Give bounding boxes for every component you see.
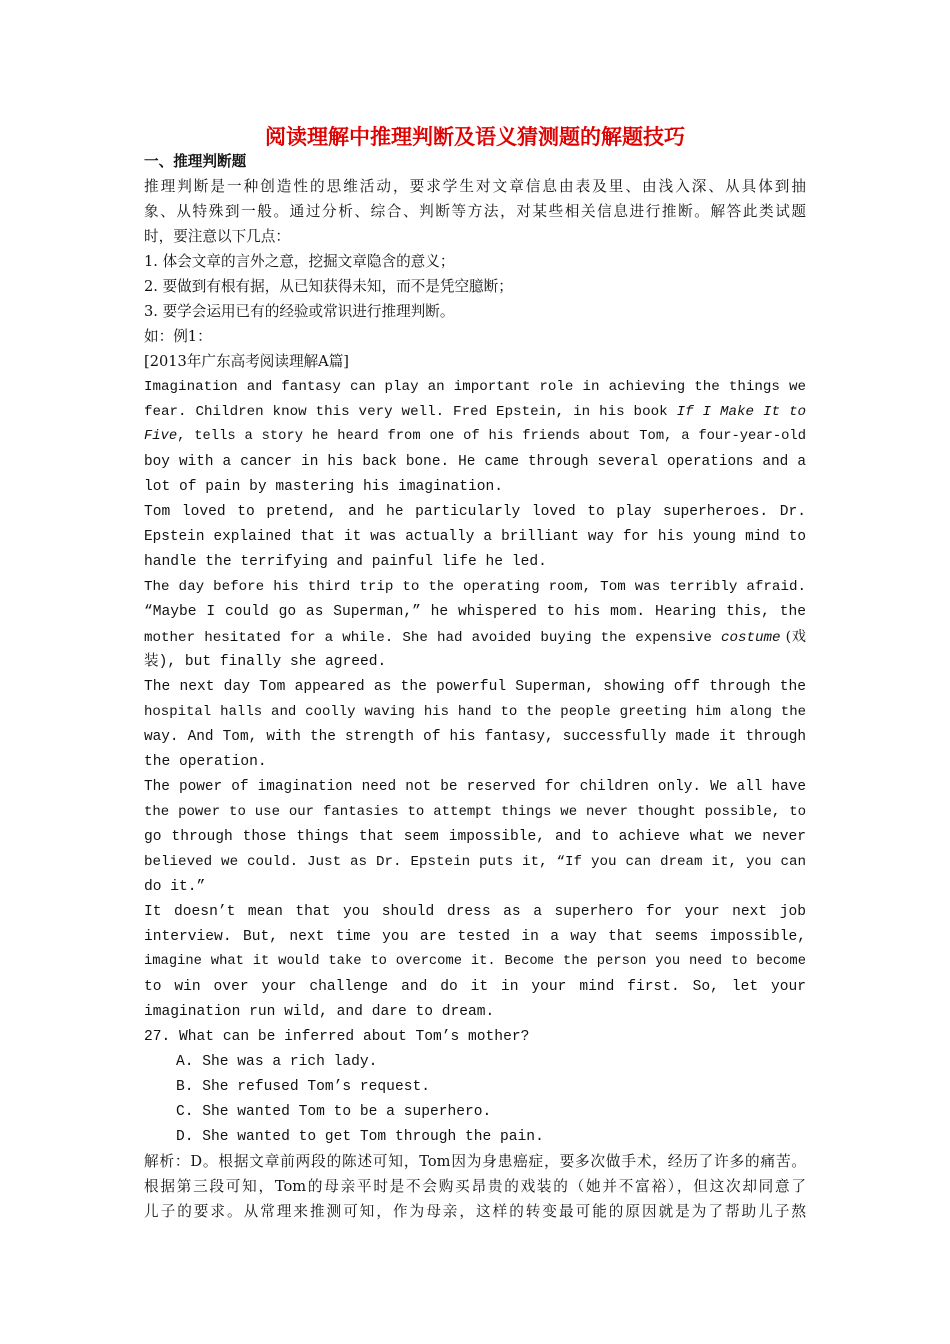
analysis-line: 根据第三段可知，Tom的母亲平时是不会购买昂贵的戏装的（她并不富裕），但这次却同意了 xyxy=(144,1178,806,1195)
passage-line: interview. But, next time you are tested in a way that seems impossible, xyxy=(144,929,806,945)
option-b: B. She refused Tom’s request. xyxy=(176,1079,430,1095)
option-a: A. She was a rich lady. xyxy=(176,1054,378,1070)
question: 27. What can be inferred about Tom’s mother? xyxy=(144,1029,530,1045)
intro-line: 推理判断是一种创造性的思维活动，要求学生对文章信息由表及里、由浅入深、从具体到抽 xyxy=(144,178,806,195)
passage-line: way. And Tom, with the strength of his fantasy, successfully made it through xyxy=(144,729,806,745)
book-title: If I Make It to xyxy=(676,404,806,420)
passage-line: Five, tells a story he heard from one of his friends about Tom, a four-year-old xyxy=(144,429,806,444)
highlighted-word: costume xyxy=(720,630,781,646)
option-c: C. She wanted Tom to be a superhero. xyxy=(176,1104,492,1120)
passage-line: the power to use our fantasies to attempt things we never thought possible, to xyxy=(144,804,806,820)
passage-line: the operation. xyxy=(144,754,267,770)
passage-line: do it.” xyxy=(144,879,206,895)
point-item: 2. 要做到有根有据，从已知获得未知，而不是凭空臆断； xyxy=(144,278,513,295)
passage-line: The next day Tom appeared as the powerful Superman, showing off through the xyxy=(144,679,806,695)
passage-line: believed we could. Just as Dr. Epstein puts it, “If you can dream it, you can xyxy=(144,854,806,870)
passage-line: imagine what it would take to overcome it. Become the person you need to become xyxy=(144,954,806,969)
passage-line: “Maybe I could go as Superman,” he whispered to his mom. Hearing this, the xyxy=(144,604,806,620)
passage-line: lot of pain by mastering his imagination. xyxy=(144,479,504,495)
intro-line: 时，要注意以下几点： xyxy=(144,228,290,245)
passage-line: 装), but finally she agreed. xyxy=(144,654,387,670)
intro-line: 象、从特殊到一般。通过分析、综合、判断等方法，对某些相关信息进行推断。解答此类试题 xyxy=(144,203,806,220)
passage-line: The power of imagination need not be reserved for children only. We all have xyxy=(144,779,806,795)
passage-line: The day before his third trip to the operating room, Tom was terribly afraid. xyxy=(144,579,806,595)
passage-line: Tom loved to pretend, and he particularly loved to play superheroes. Dr. xyxy=(144,504,806,520)
point-item: 3. 要学会运用已有的经验或常识进行推理判断。 xyxy=(144,303,455,320)
section-heading: 一、推理判断题 xyxy=(144,153,247,170)
passage-line: fear. Children know this very well. Fred Epstein, in his book If I Make It to xyxy=(144,404,806,420)
source-label: [2013年广东高考阅读理解A篇] xyxy=(144,353,350,370)
document-title: 阅读理解中推理判断及语义猜测题的解题技巧 xyxy=(265,124,685,149)
passage-line: mother hesitated for a while. She had avoided buying the expensive costume (戏 xyxy=(144,629,806,646)
point-item: 1. 体会文章的言外之意，挖掘文章隐含的意义； xyxy=(144,253,455,270)
analysis-line: 解析：D。根据文章前两段的陈述可知，Tom因为身患癌症，要多次做手术，经历了许多的痛苦。 xyxy=(144,1153,806,1170)
option-d: D. She wanted to get Tom through the pain. xyxy=(176,1129,544,1145)
passage-line: hospital halls and coolly waving his hand to the people greeting him along the xyxy=(144,704,806,720)
passage-line: It doesn’t mean that you should dress as a superhero for your next job xyxy=(144,904,806,920)
passage-line: handle the terrifying and painful life he led. xyxy=(144,554,547,570)
passage-line: Imagination and fantasy can play an important role in achieving the things we xyxy=(144,379,806,395)
passage-line: imagination run wild, and dare to dream. xyxy=(144,1004,495,1020)
analysis-line: 儿子的要求。从常理来推测可知，作为母亲，这样的转变最可能的原因就是为了帮助儿子熬 xyxy=(144,1203,806,1220)
book-title: Five xyxy=(144,429,178,444)
example-label: 如：例1： xyxy=(144,328,212,345)
passage-line: go through those things that seem impossible, and to achieve what we never xyxy=(144,829,806,845)
passage-line: Epstein explained that it was actually a brilliant way for his young mind to xyxy=(144,529,806,545)
passage-line: boy with a cancer in his back bone. He came through several operations and a xyxy=(144,454,806,470)
passage-line: to win over your challenge and do it in your mind first. So, let your xyxy=(144,979,806,995)
